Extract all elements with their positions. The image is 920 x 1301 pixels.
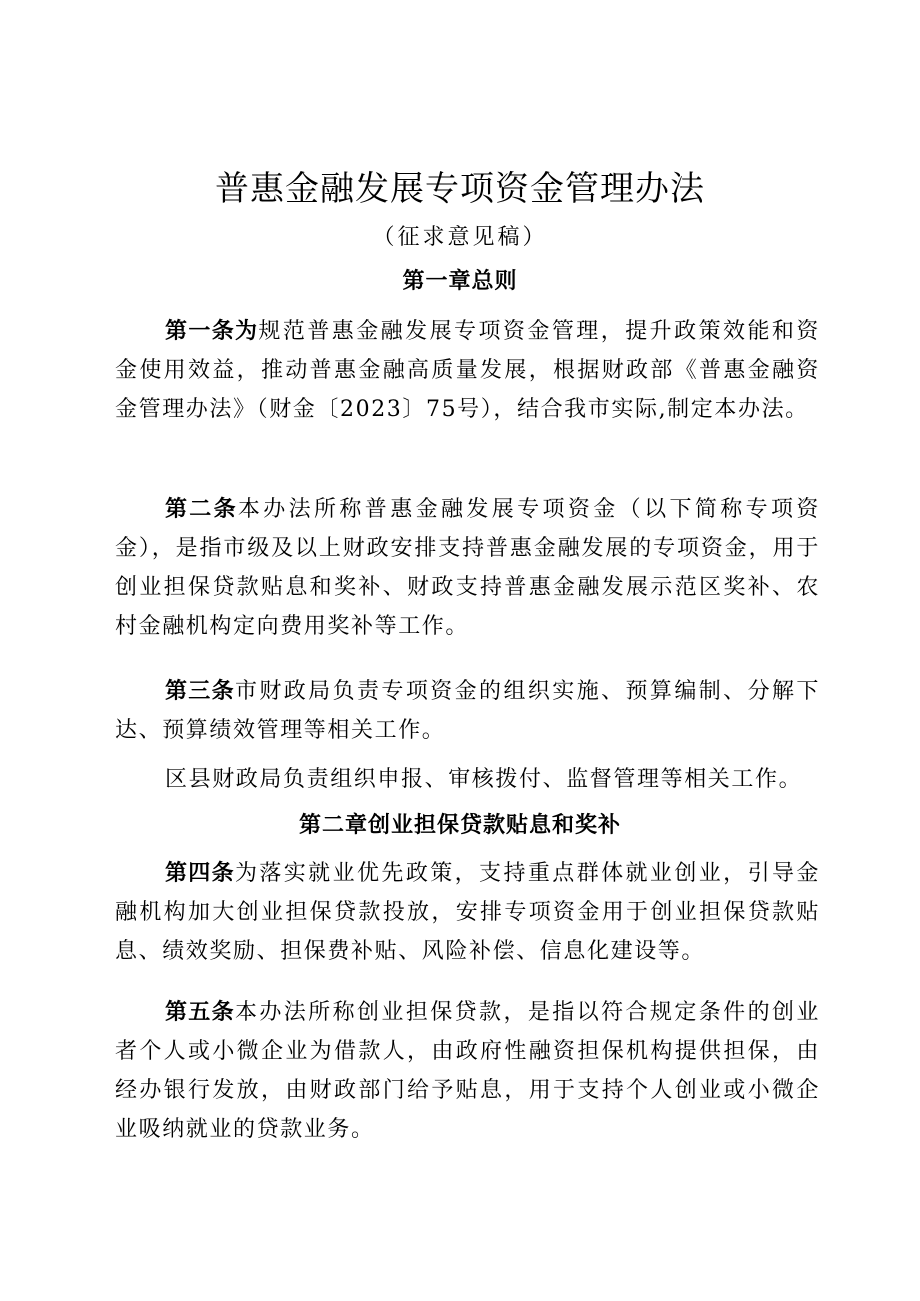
article-4-paragraph [115,854,820,971]
article-5-label: 第五条 [165,1000,235,1025]
article-3b-text: 区县财政局负责组织申报、审核拨付、监督管理等相关工作。 [165,767,803,792]
article-1-label: 第一条为 [165,319,259,344]
article-1-paragraph [115,312,820,429]
article-5-text: 本办法所称创业担保贷款，是指以符合规定条件的创业者个人或小微企业为借款人，由政府性融资担保机构提供担保，由经办银行发放，由财政部门给予贴息，用于支持个人创业或小微企业吸纳就业的贷款业务。 [115,1000,820,1142]
article-2-text: 本办法所称普惠金融发展专项资金（以下简称专项资金），是指市级及以上财政安排支持普惠金融发展的专项资金，用于创业担保贷款贴息和奖补、财政支持普惠金融发展示范区奖补、农村金融机构定向费用奖补等工作。 [115,497,820,639]
article-3-paragraph [115,672,820,750]
article-3-label: 第三条 [165,679,235,704]
article-4-text: 为落实就业优先政策，支持重点群体就业创业，引导金融机构加大创业担保贷款投放，安排专项资金用于创业担保贷款贴息、绩效奖励、担保费补贴、风险补偿、信息化建设等。 [115,861,820,964]
article-4-label: 第四条 [165,861,235,886]
article-3-continuation-paragraph [115,760,820,799]
article-3-text: 市财政局负责专项资金的组织实施、预算编制、分解下达、预算绩效管理等相关工作。 [115,679,820,743]
article-2-paragraph [115,490,820,646]
article-5-paragraph [115,993,820,1149]
chapter-2-heading: 第二章创业担保贷款贴息和奖补 [298,813,621,838]
article-2-label: 第二条 [165,497,238,522]
document-subtitle: （征求意见稿） [372,225,548,250]
document-title: 普惠金融发展专项资金管理办法 [215,169,705,209]
chapter-1-heading: 第一章总则 [402,269,518,294]
article-1-text: 规范普惠金融发展专项资金管理，提升政策效能和资金使用效益，推动普惠金融高质量发展，根据财政部《普惠金融资金管理办法》（财金〔2023〕75号），结合我市实际,制定本办法。 [115,319,820,422]
